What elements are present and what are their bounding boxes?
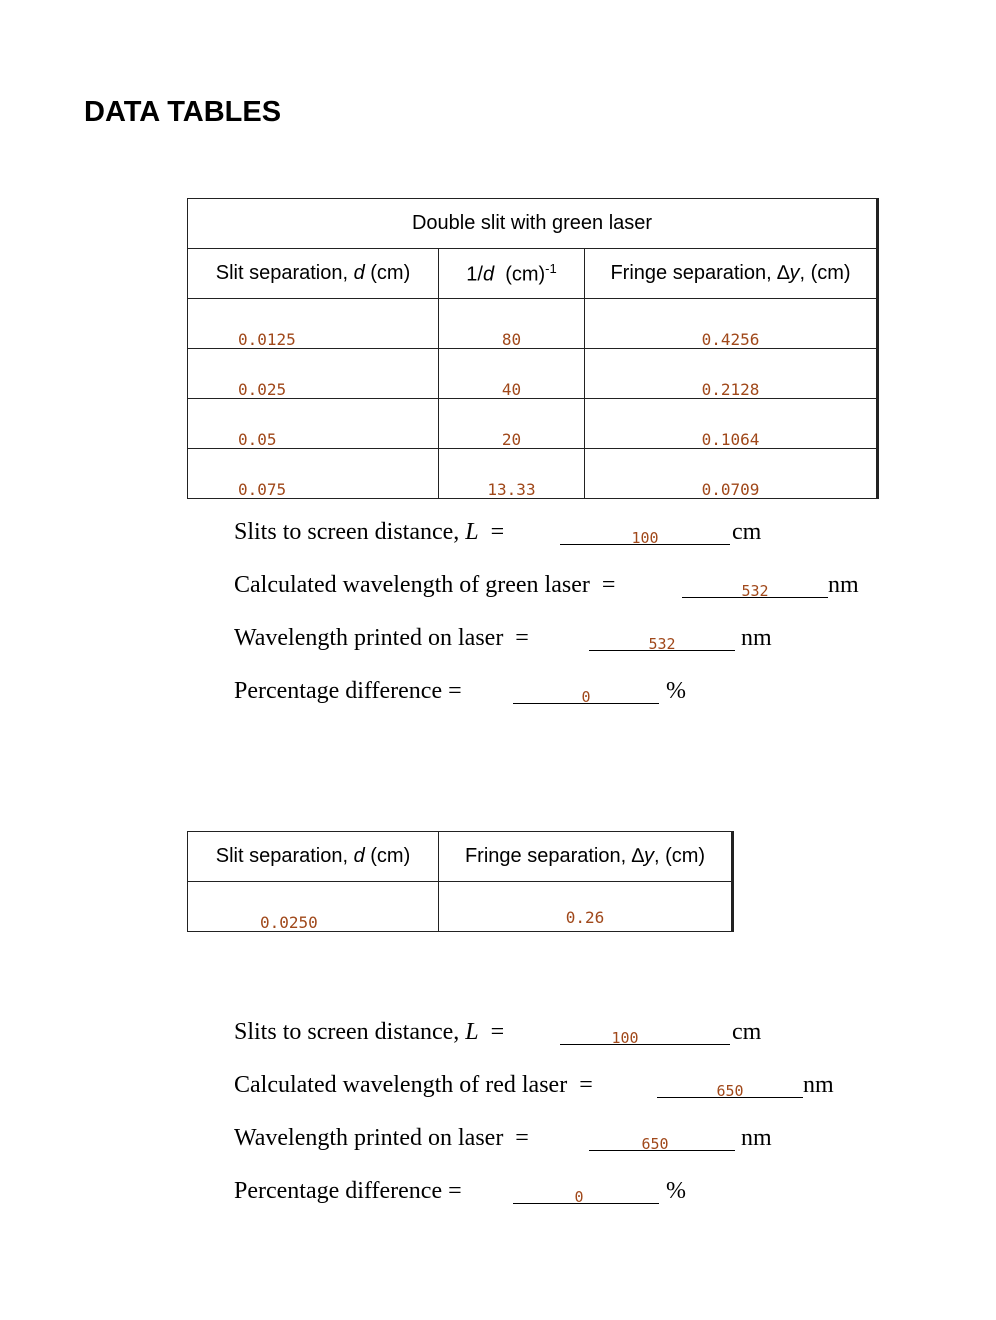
printed-wavelength-unit: nm xyxy=(741,625,772,651)
column-header-fringe-separation: Fringe separation, ∆y, (cm) xyxy=(585,249,878,299)
distance-line: Slits to screen distance, L = 100 cm xyxy=(234,516,504,548)
cell-fringe-separation[interactable]: 0.0709 xyxy=(701,480,760,499)
distance-unit: cm xyxy=(732,1019,762,1045)
distance-unit: cm xyxy=(732,519,762,545)
calculated-wavelength-unit: nm xyxy=(803,1072,834,1098)
cell-inverse-d[interactable]: 20 xyxy=(501,430,522,449)
red-laser-table xyxy=(187,831,734,932)
cell-fringe-separation[interactable]: 0.2128 xyxy=(701,380,760,399)
cell-slit-separation[interactable]: 0.025 xyxy=(238,380,287,399)
cell-inverse-d[interactable]: 13.33 xyxy=(487,480,536,499)
column-header-fringe-separation: Fringe separation, ∆y, (cm) xyxy=(439,832,733,882)
table-caption: Double slit with green laser xyxy=(188,199,878,249)
cell-slit-separation[interactable]: 0.0125 xyxy=(238,330,296,349)
distance-field[interactable]: 100 xyxy=(560,1016,730,1048)
table-row xyxy=(188,882,733,932)
table-row xyxy=(188,349,878,399)
calculated-wavelength-line: Calculated wavelength of red laser = 650 nm xyxy=(234,1069,593,1101)
percentage-difference-field[interactable]: 0 xyxy=(513,675,659,707)
percentage-unit: % xyxy=(666,678,686,704)
printed-wavelength-unit: nm xyxy=(741,1125,772,1151)
table-row xyxy=(188,299,878,349)
printed-wavelength-field[interactable]: 532 xyxy=(589,622,735,654)
table-row xyxy=(188,449,878,499)
calculated-wavelength-unit: nm xyxy=(828,572,859,598)
cell-slit-separation[interactable]: 0.05 xyxy=(238,430,277,449)
calculated-wavelength-field[interactable]: 650 xyxy=(657,1069,803,1101)
distance-line: Slits to screen distance, L = 100 cm xyxy=(234,1016,504,1048)
printed-wavelength-line: Wavelength printed on laser = 532 nm xyxy=(234,622,529,654)
cell-inverse-d[interactable]: 80 xyxy=(501,330,522,349)
cell-fringe-separation[interactable]: 0.4256 xyxy=(701,330,760,349)
column-header-slit-separation: Slit separation, d (cm) xyxy=(188,832,439,882)
cell-fringe-separation[interactable]: 0.1064 xyxy=(701,430,760,449)
column-header-slit-separation: Slit separation, d (cm) xyxy=(188,249,439,299)
page-title: DATA TABLES xyxy=(84,96,282,128)
printed-wavelength-line: Wavelength printed on laser = 650 nm xyxy=(234,1122,529,1154)
percentage-difference-line: Percentage difference = 0 % xyxy=(234,1175,462,1207)
green-laser-table xyxy=(187,198,879,499)
table-row xyxy=(188,399,878,449)
percentage-difference-field[interactable]: 0 xyxy=(513,1175,659,1207)
calculated-wavelength-field[interactable]: 532 xyxy=(682,569,828,601)
cell-slit-separation[interactable]: 0.0250 xyxy=(260,913,318,932)
distance-field[interactable]: 100 xyxy=(560,516,730,548)
printed-wavelength-field[interactable]: 650 xyxy=(589,1122,735,1154)
percentage-unit: % xyxy=(666,1178,686,1204)
cell-inverse-d[interactable]: 40 xyxy=(501,380,522,399)
percentage-difference-line: Percentage difference = 0 % xyxy=(234,675,462,707)
calculated-wavelength-line: Calculated wavelength of green laser = 532 nm xyxy=(234,569,615,601)
column-header-inverse-d: 1/d (cm)$^{-1}$ xyxy=(439,249,585,299)
cell-fringe-separation[interactable]: 0.26 xyxy=(565,908,605,927)
cell-slit-separation[interactable]: 0.075 xyxy=(238,480,287,499)
